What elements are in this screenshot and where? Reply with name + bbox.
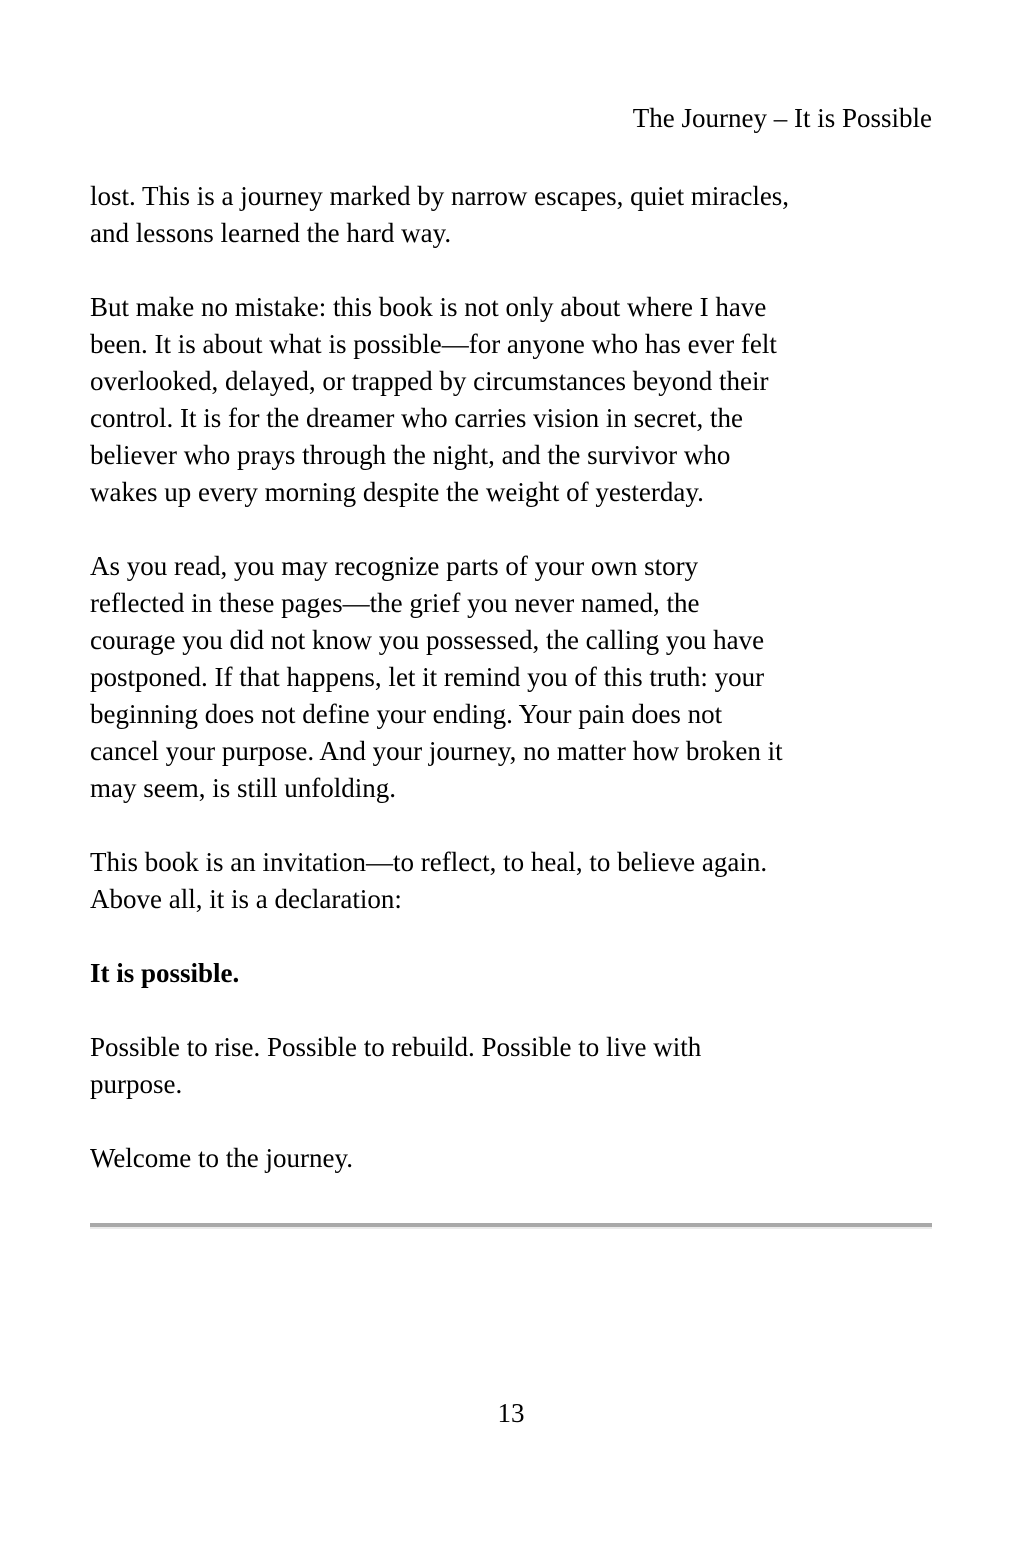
paragraph-line: Possible to rise. Possible to rebuild. Possible to live with xyxy=(90,1032,702,1062)
paragraph-line: reflected in these pages—the grief you never named, the xyxy=(90,588,700,618)
paragraph-line: As you read, you may recognize parts of your own story xyxy=(90,551,699,581)
paragraph-line: wakes up every morning despite the weight of yesterday. xyxy=(90,477,704,507)
paragraph-line: may seem, is still unfolding. xyxy=(90,773,396,803)
paragraph-line: Welcome to the journey. xyxy=(90,1143,353,1173)
running-header-title: The Journey – It is Possible xyxy=(632,103,932,133)
body-paragraph xyxy=(90,844,932,918)
paragraph-line: and lessons learned the hard way. xyxy=(90,218,452,248)
body-paragraph xyxy=(90,1140,932,1177)
paragraph-line: postponed. If that happens, let it remind you of this truth: your xyxy=(90,662,765,692)
section-divider xyxy=(90,1223,932,1227)
declaration-paragraph xyxy=(90,955,932,992)
paragraph-line: But make no mistake: this book is not only about where I have xyxy=(90,292,767,322)
paragraph-line: beginning does not define your ending. Your pain does not xyxy=(90,699,723,729)
paragraph-line: This book is an invitation—to reflect, to heal, to believe again. xyxy=(90,847,768,877)
paragraph-line: courage you did not know you possessed, the calling you have xyxy=(90,625,765,655)
paragraph-line: overlooked, delayed, or trapped by circumstances beyond their xyxy=(90,366,769,396)
body-paragraph xyxy=(90,548,932,807)
paragraph-line: It is possible. xyxy=(90,958,240,988)
paragraph-line: cancel your purpose. And your journey, no matter how broken it xyxy=(90,736,783,766)
paragraph-line: lost. This is a journey marked by narrow escapes, quiet miracles, xyxy=(90,181,790,211)
page-number: 13 xyxy=(497,1398,525,1428)
body-paragraph xyxy=(90,289,932,511)
body-paragraph xyxy=(90,1029,932,1103)
body-paragraph xyxy=(90,178,932,252)
paragraph-line: been. It is about what is possible—for anyone who has ever felt xyxy=(90,329,777,359)
paragraph-line: believer who prays through the night, and the survivor who xyxy=(90,440,731,470)
paragraph-line: Above all, it is a declaration: xyxy=(90,884,402,914)
paragraph-line: purpose. xyxy=(90,1069,183,1099)
paragraph-line: control. It is for the dreamer who carries vision in secret, the xyxy=(90,403,744,433)
